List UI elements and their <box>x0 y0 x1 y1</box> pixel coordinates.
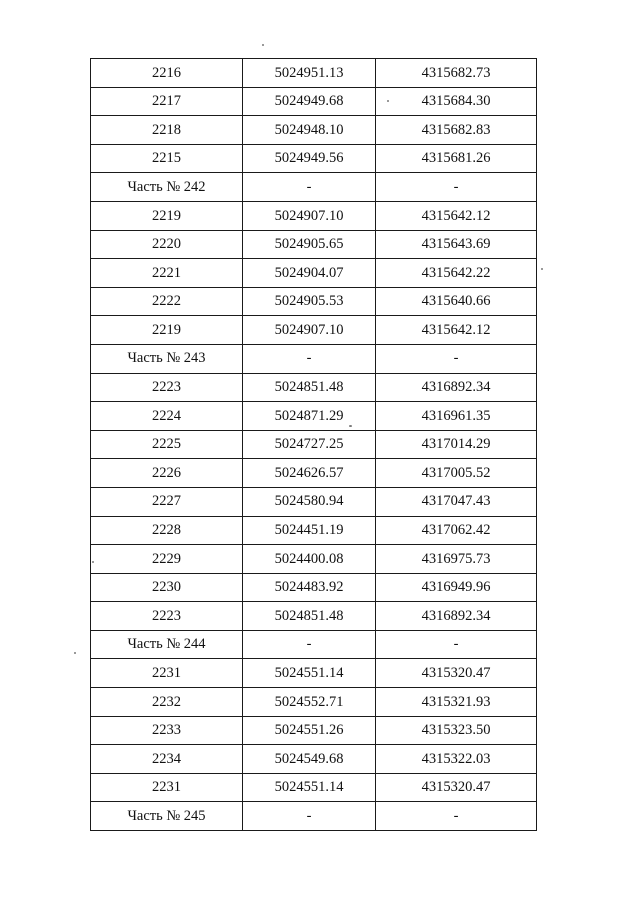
table-row <box>91 287 537 316</box>
x-coordinate-cell: 5024551.26 <box>243 716 376 745</box>
y-coordinate-cell: 4317014.29 <box>376 430 537 459</box>
point-label-cell: 2229 <box>91 545 243 574</box>
point-label-cell: 2222 <box>91 287 243 316</box>
y-coordinate-cell: 4316949.96 <box>376 573 537 602</box>
table-row <box>91 688 537 717</box>
y-coordinate-cell: 4315323.50 <box>376 716 537 745</box>
x-coordinate-cell: - <box>243 802 376 831</box>
point-label-cell: Часть № 243 <box>91 344 243 373</box>
point-label-cell: 2219 <box>91 316 243 345</box>
point-label-cell: 2227 <box>91 487 243 516</box>
x-coordinate-cell: - <box>243 344 376 373</box>
table-row <box>91 259 537 288</box>
coordinates-table <box>90 58 537 831</box>
y-coordinate-cell: 4315682.83 <box>376 116 537 145</box>
point-label-cell: 2228 <box>91 516 243 545</box>
point-label-cell: 2225 <box>91 430 243 459</box>
point-label-cell: 2230 <box>91 573 243 602</box>
table-row <box>91 144 537 173</box>
table-row <box>91 716 537 745</box>
x-coordinate-cell: 5024727.25 <box>243 430 376 459</box>
y-coordinate-cell: 4315642.12 <box>376 316 537 345</box>
x-coordinate-cell: 5024552.71 <box>243 688 376 717</box>
y-coordinate-cell: - <box>376 344 537 373</box>
y-coordinate-cell: 4316975.73 <box>376 545 537 574</box>
x-coordinate-cell: 5024626.57 <box>243 459 376 488</box>
x-coordinate-cell: - <box>243 173 376 202</box>
table-row <box>91 230 537 259</box>
y-coordinate-cell: - <box>376 802 537 831</box>
point-label-cell: Часть № 242 <box>91 173 243 202</box>
coordinates-table-body <box>91 59 537 831</box>
x-coordinate-cell: 5024400.08 <box>243 545 376 574</box>
y-coordinate-cell: 4315320.47 <box>376 773 537 802</box>
x-coordinate-cell: 5024949.68 <box>243 87 376 116</box>
table-row <box>91 545 537 574</box>
point-label-cell: 2223 <box>91 602 243 631</box>
point-label-cell: 2224 <box>91 402 243 431</box>
table-row <box>91 773 537 802</box>
y-coordinate-cell: - <box>376 173 537 202</box>
point-label-cell: 2216 <box>91 59 243 88</box>
x-coordinate-cell: 5024551.14 <box>243 773 376 802</box>
y-coordinate-cell: 4315684.30 <box>376 87 537 116</box>
table-row <box>91 59 537 88</box>
x-coordinate-cell: 5024451.19 <box>243 516 376 545</box>
y-coordinate-cell: 4317005.52 <box>376 459 537 488</box>
table-row <box>91 602 537 631</box>
point-label-cell: 2223 <box>91 373 243 402</box>
table-row <box>91 373 537 402</box>
table-row <box>91 201 537 230</box>
y-coordinate-cell: 4316892.34 <box>376 602 537 631</box>
table-row <box>91 745 537 774</box>
x-coordinate-cell: 5024580.94 <box>243 487 376 516</box>
x-coordinate-cell: 5024949.56 <box>243 144 376 173</box>
x-coordinate-cell: 5024951.13 <box>243 59 376 88</box>
y-coordinate-cell: 4315643.69 <box>376 230 537 259</box>
y-coordinate-cell: 4315640.66 <box>376 287 537 316</box>
x-coordinate-cell: 5024905.53 <box>243 287 376 316</box>
scan-speck <box>92 561 94 563</box>
x-coordinate-cell: 5024871.29 <box>243 402 376 431</box>
point-label-cell: 2231 <box>91 773 243 802</box>
point-label-cell: 2232 <box>91 688 243 717</box>
table-row <box>91 344 537 373</box>
y-coordinate-cell: 4315321.93 <box>376 688 537 717</box>
table-row <box>91 116 537 145</box>
table-row <box>91 630 537 659</box>
x-coordinate-cell: 5024907.10 <box>243 316 376 345</box>
y-coordinate-cell: 4317062.42 <box>376 516 537 545</box>
x-coordinate-cell: 5024483.92 <box>243 573 376 602</box>
point-label-cell: 2233 <box>91 716 243 745</box>
scan-speck <box>74 652 76 654</box>
table-row <box>91 402 537 431</box>
x-coordinate-cell: 5024549.68 <box>243 745 376 774</box>
point-label-cell: 2231 <box>91 659 243 688</box>
table-row <box>91 459 537 488</box>
table-row <box>91 573 537 602</box>
y-coordinate-cell: 4315320.47 <box>376 659 537 688</box>
point-label-cell: Часть № 245 <box>91 802 243 831</box>
y-coordinate-cell: 4317047.43 <box>376 487 537 516</box>
y-coordinate-cell: 4316892.34 <box>376 373 537 402</box>
table-row <box>91 516 537 545</box>
x-coordinate-cell: 5024904.07 <box>243 259 376 288</box>
point-label-cell: 2220 <box>91 230 243 259</box>
y-coordinate-cell: - <box>376 630 537 659</box>
x-coordinate-cell: 5024851.48 <box>243 373 376 402</box>
scan-speck <box>262 44 264 46</box>
table-row <box>91 316 537 345</box>
table-row <box>91 87 537 116</box>
y-coordinate-cell: 4315681.26 <box>376 144 537 173</box>
table-row <box>91 430 537 459</box>
x-coordinate-cell: - <box>243 630 376 659</box>
x-coordinate-cell: 5024851.48 <box>243 602 376 631</box>
point-label-cell: Часть № 244 <box>91 630 243 659</box>
table-row <box>91 659 537 688</box>
table-row <box>91 173 537 202</box>
scan-speck <box>349 425 352 427</box>
x-coordinate-cell: 5024907.10 <box>243 201 376 230</box>
y-coordinate-cell: 4315642.22 <box>376 259 537 288</box>
x-coordinate-cell: 5024948.10 <box>243 116 376 145</box>
table-row <box>91 487 537 516</box>
x-coordinate-cell: 5024551.14 <box>243 659 376 688</box>
y-coordinate-cell: 4315322.03 <box>376 745 537 774</box>
x-coordinate-cell: 5024905.65 <box>243 230 376 259</box>
point-label-cell: 2217 <box>91 87 243 116</box>
point-label-cell: 2221 <box>91 259 243 288</box>
y-coordinate-cell: 4316961.35 <box>376 402 537 431</box>
y-coordinate-cell: 4315682.73 <box>376 59 537 88</box>
y-coordinate-cell: 4315642.12 <box>376 201 537 230</box>
scan-speck <box>387 100 389 102</box>
point-label-cell: 2234 <box>91 745 243 774</box>
scan-speck <box>541 268 543 270</box>
point-label-cell: 2219 <box>91 201 243 230</box>
point-label-cell: 2215 <box>91 144 243 173</box>
point-label-cell: 2218 <box>91 116 243 145</box>
table-row <box>91 802 537 831</box>
point-label-cell: 2226 <box>91 459 243 488</box>
